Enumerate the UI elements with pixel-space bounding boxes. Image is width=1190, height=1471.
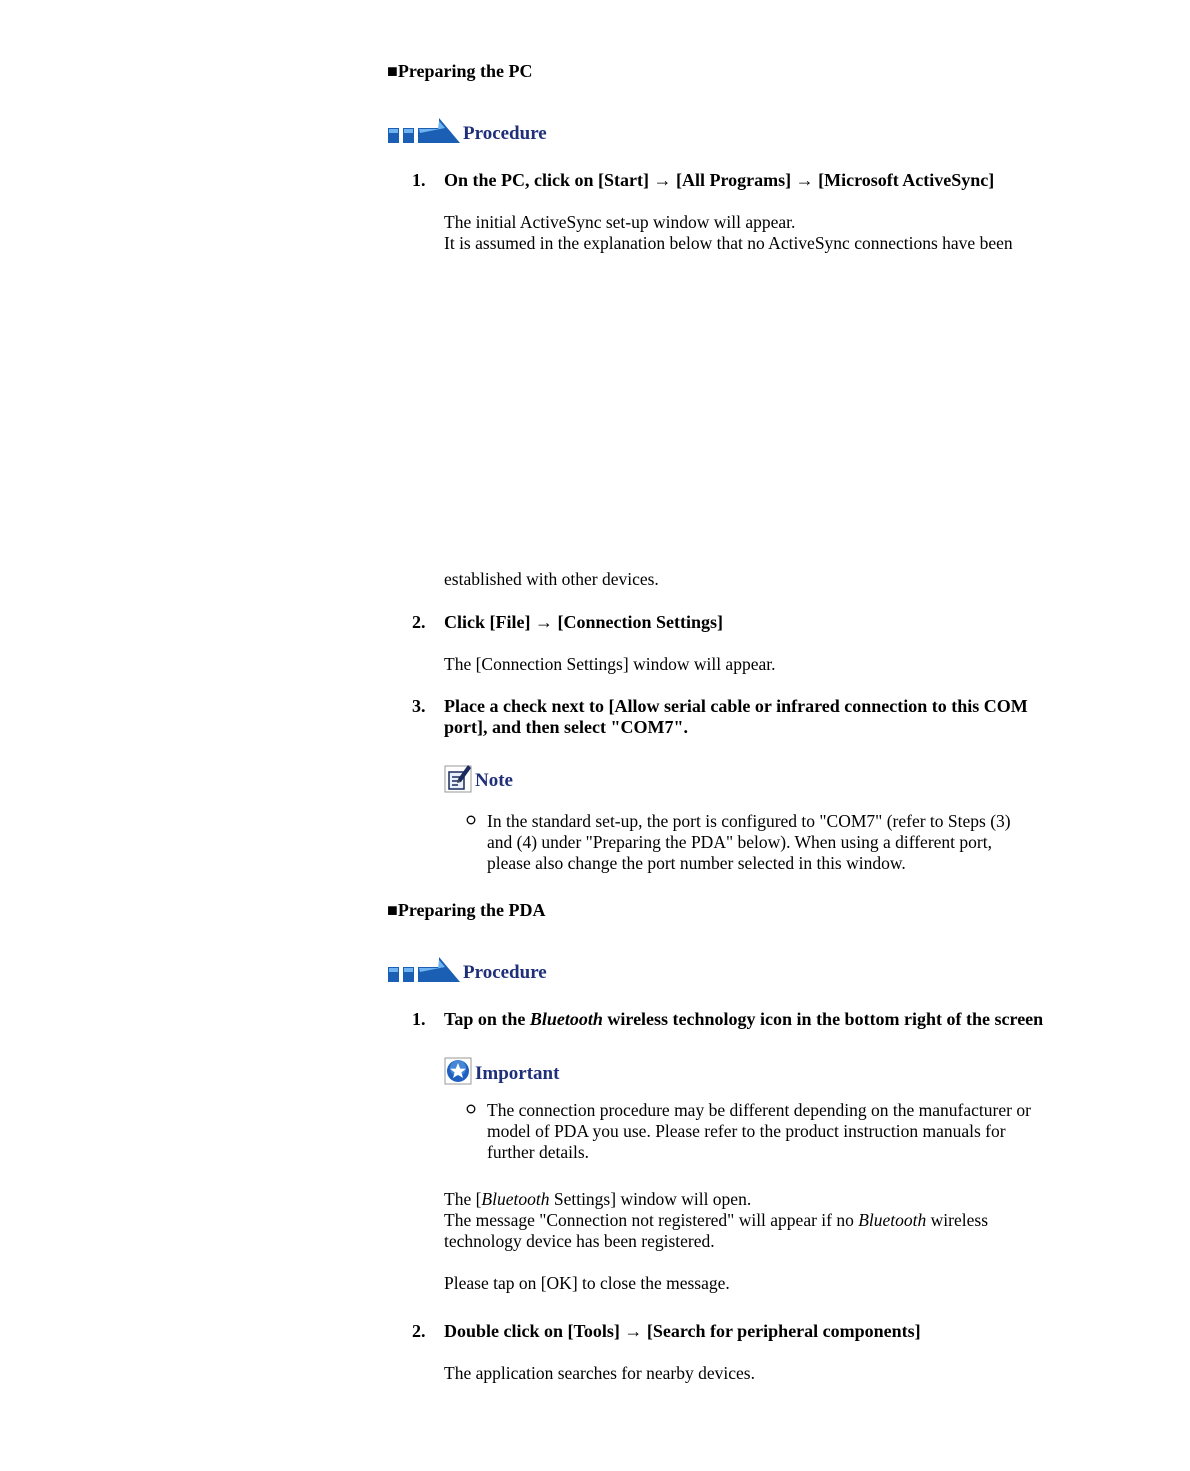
note-label: Note	[475, 769, 513, 791]
step-description: The [Connection Settings] window will appear.	[444, 654, 776, 674]
step-number: 2.	[412, 1321, 426, 1341]
step-description: It is assumed in the explanation below that no ActiveSync connections have been	[444, 233, 1013, 253]
step-number: 2.	[412, 612, 426, 632]
step-number: 3.	[412, 696, 426, 716]
step-description: The application searches for nearby devices.	[444, 1363, 755, 1383]
step-title: Place a check next to [Allow serial cable or infrared connection to this COM	[444, 696, 1028, 716]
procedure-arrow-icon	[387, 117, 461, 150]
important-label: Important	[475, 1062, 560, 1084]
procedure-label: Procedure	[463, 961, 547, 983]
note-header	[444, 763, 513, 798]
important-header	[444, 1057, 559, 1090]
step-title: port], and then select "COM7".	[444, 717, 688, 737]
section-heading-pda: ■Preparing the PDA	[387, 900, 546, 920]
step-description: The initial ActiveSync set-up window will appear.	[444, 212, 796, 232]
note-text: and (4) under "Preparing the PDA" below). When using a different port,	[487, 832, 992, 852]
note-pencil-icon	[444, 763, 472, 798]
step-number: 1.	[412, 170, 426, 190]
step-title: Tap on the Bluetooth wireless technology icon in the bottom right of the screen	[444, 1009, 1044, 1029]
bullet-circle	[466, 812, 476, 830]
step-title: On the PC, click on [Start] → [All Programs] → [Microsoft ActiveSync]	[444, 170, 995, 190]
bullet-circle	[466, 1101, 476, 1119]
step-description: The message "Connection not registered" will appear if no Bluetooth wireless	[444, 1210, 989, 1230]
procedure-header-pda	[387, 956, 547, 989]
step-number: 1.	[412, 1009, 426, 1029]
note-text: please also change the port number selected in this window.	[487, 853, 906, 873]
step-description: Please tap on [OK] to close the message.	[444, 1273, 730, 1293]
procedure-label: Procedure	[463, 122, 547, 144]
step-description: established with other devices.	[444, 569, 659, 589]
important-text: The connection procedure may be different depending on the manufacturer or	[487, 1100, 1031, 1120]
section-heading-pc: ■Preparing the PC	[387, 61, 533, 81]
step-description: technology device has been registered.	[444, 1231, 715, 1251]
procedure-header-pc	[387, 117, 547, 150]
step-title: Click [File] → [Connection Settings]	[444, 612, 723, 632]
step-title: Double click on [Tools] → [Search for peripheral components]	[444, 1321, 921, 1341]
important-text: further details.	[487, 1142, 590, 1162]
procedure-arrow-icon	[387, 956, 461, 989]
important-text: model of PDA you use. Please refer to the product instruction manuals for	[487, 1121, 1006, 1141]
important-star-icon	[444, 1057, 472, 1090]
note-text: In the standard set-up, the port is configured to "COM7" (refer to Steps (3)	[487, 811, 1011, 831]
step-description: The [Bluetooth Settings] window will open.	[444, 1189, 752, 1209]
